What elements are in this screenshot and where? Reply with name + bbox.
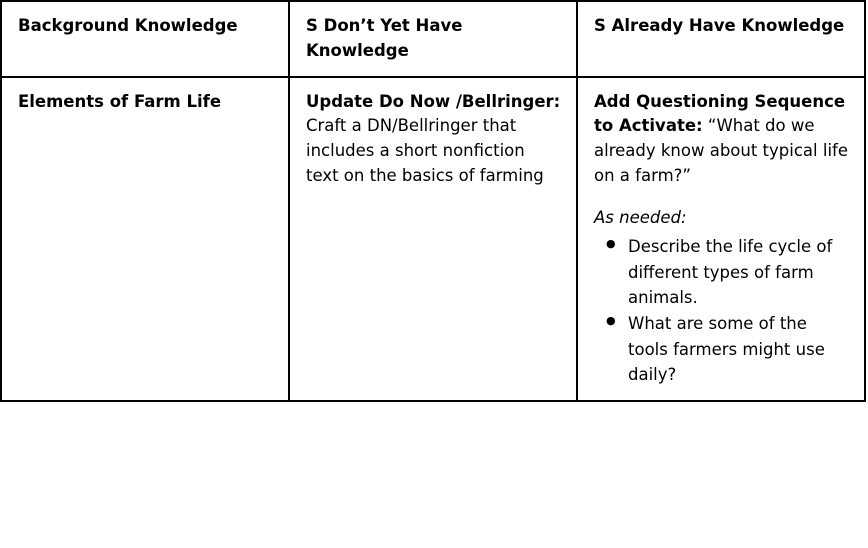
- questioning-sequence-quote: “What do we already know about typical life on a farm?”: [594, 116, 848, 185]
- questioning-sequence-lead: Add Questioning Sequence to Activate:: [594, 91, 846, 136]
- row-topic-cell: [1, 77, 289, 401]
- already-have-knowledge-cell: [577, 77, 865, 401]
- update-do-now-paragraph: [306, 90, 562, 189]
- as-needed-question-list: [594, 234, 850, 387]
- list-item: ● Describe the life cycle of different types of farm animals.: [628, 234, 850, 311]
- questioning-sequence-paragraph: [594, 90, 850, 189]
- update-do-now-lead: Update Do Now /Bellringer:: [306, 91, 561, 111]
- column-header-dont-have-knowledge: S Don’t Yet Have Knowledge: [289, 1, 577, 77]
- column-header-already-have-knowledge: S Already Have Knowledge: [577, 1, 865, 77]
- row-topic-label: Elements of Farm Life: [18, 91, 222, 111]
- update-do-now-text: Craft a DN/Bellringer that includes a short nonfiction text on the basics of farming: [306, 116, 544, 185]
- column-header-background-knowledge: Background Knowledge: [1, 1, 289, 77]
- table-header-row: [1, 1, 865, 77]
- table-row: [1, 77, 865, 401]
- list-item: ● What are some of the tools farmers might use daily?: [628, 311, 850, 388]
- as-needed-label: As needed:: [594, 207, 687, 227]
- dont-have-knowledge-cell: [289, 77, 577, 401]
